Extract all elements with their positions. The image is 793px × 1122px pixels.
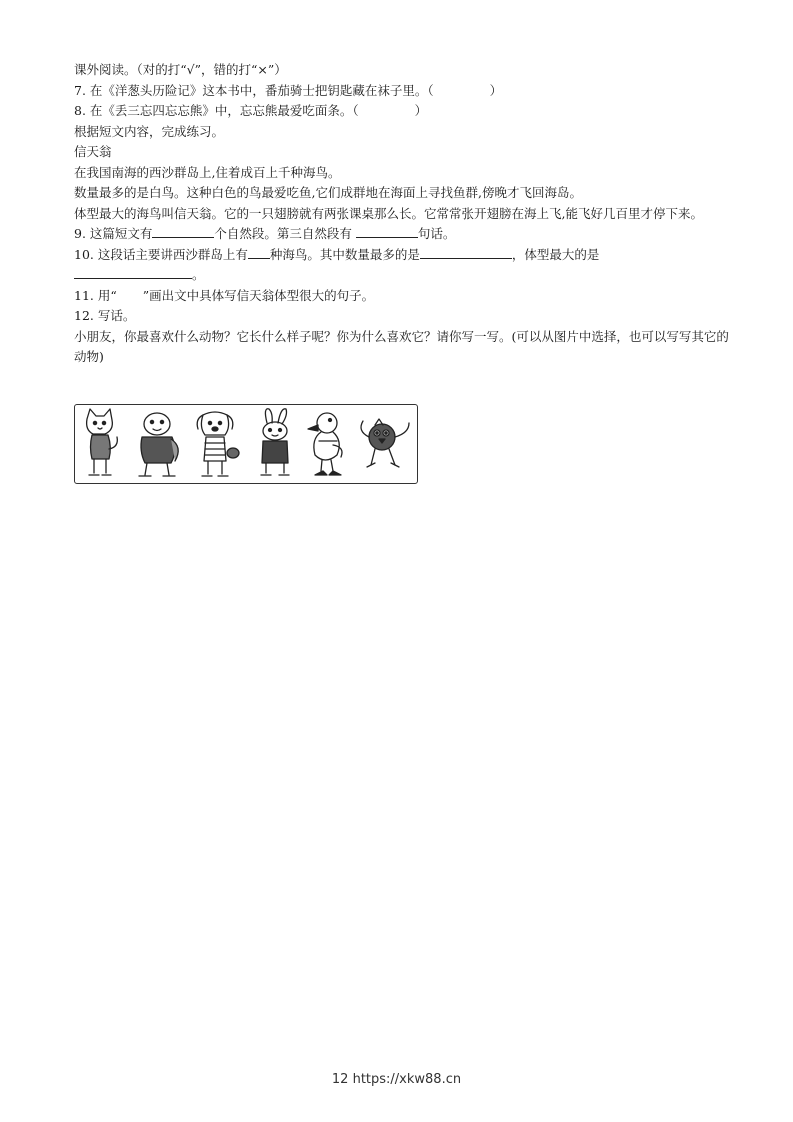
question-9-c: 句话。	[417, 226, 456, 241]
question-7	[74, 81, 734, 102]
page-footer	[0, 1072, 793, 1087]
instruction: 根据短文内容，完成练习。	[74, 123, 225, 139]
turtle-icon	[139, 413, 178, 476]
writing-prompt: 小朋友，你最喜欢什么动物？它长什么样子呢？你为什么喜欢它？请你写一写。(可以从图片中选择，也可以写写其它的动物)	[74, 328, 729, 364]
worksheet-content	[74, 60, 734, 368]
cat-icon	[87, 409, 118, 475]
animal-picture-strip	[74, 404, 418, 484]
question-9-a: 9. 这篇短文有	[74, 226, 153, 241]
site-url[interactable]: https://xkw88.cn	[352, 1072, 462, 1087]
blank-9-2[interactable]	[356, 224, 418, 238]
story-paragraph-3: 体型最大的海鸟叫信天翁。它的一只翅膀就有两张课桌那么长。它常常张开翅膀在海上飞,能飞好几百里才停下来。	[74, 205, 703, 221]
blank-10-3[interactable]	[74, 265, 192, 279]
page-number: 12	[331, 1072, 349, 1087]
question-10-cont	[74, 265, 734, 286]
question-11	[74, 286, 734, 307]
question-7-text: 7. 在《洋葱头历险记》这本书中，番茄骑士把钥匙藏在袜子里。（	[74, 82, 434, 98]
question-10-a: 10. 这段话主要讲西沙群岛上有	[74, 246, 248, 262]
section-heading: 课外阅读。（对的打“√”，错的打“×”）	[74, 62, 287, 77]
story-paragraph-2: 数量最多的是白鸟。这种白色的鸟最爱吃鱼,它们成群地在海面上寻找鱼群,傍晚才飞回海岛。	[74, 185, 582, 200]
rabbit-icon	[261, 409, 289, 475]
question-10-d: 。	[192, 267, 205, 282]
animal-illustrations	[75, 405, 419, 485]
blank-10-2[interactable]	[420, 245, 512, 259]
question-9-b: 个自然段。第三自然段有	[214, 226, 352, 241]
question-9	[74, 224, 734, 245]
duck-icon	[308, 413, 342, 475]
dog-icon	[197, 412, 239, 476]
question-11-b: ”画出文中具体写信天翁体型很大的句子。	[142, 287, 375, 303]
question-10-c: ，体型最大的是	[511, 246, 600, 262]
question-11-a: 11. 用“	[74, 287, 117, 303]
question-10	[74, 245, 734, 266]
question-10-b: 种海鸟。其中数量最多的是	[269, 246, 420, 262]
story-title: 信天翁	[74, 144, 112, 159]
bird-icon	[361, 419, 409, 467]
blank-10-1[interactable]	[248, 245, 270, 259]
question-8-text: 8. 在《丢三忘四忘忘熊》中，忘忘熊最爱吃面条。（	[74, 103, 359, 118]
story-paragraph-1: 在我国南海的西沙群岛上,住着成百上千种海鸟。	[74, 164, 341, 180]
question-7-close: ）	[489, 82, 503, 98]
blank-9-1[interactable]	[152, 224, 214, 238]
question-8-close: ）	[414, 103, 428, 118]
question-12: 12. 写话。	[74, 308, 136, 323]
question-8	[74, 101, 734, 122]
